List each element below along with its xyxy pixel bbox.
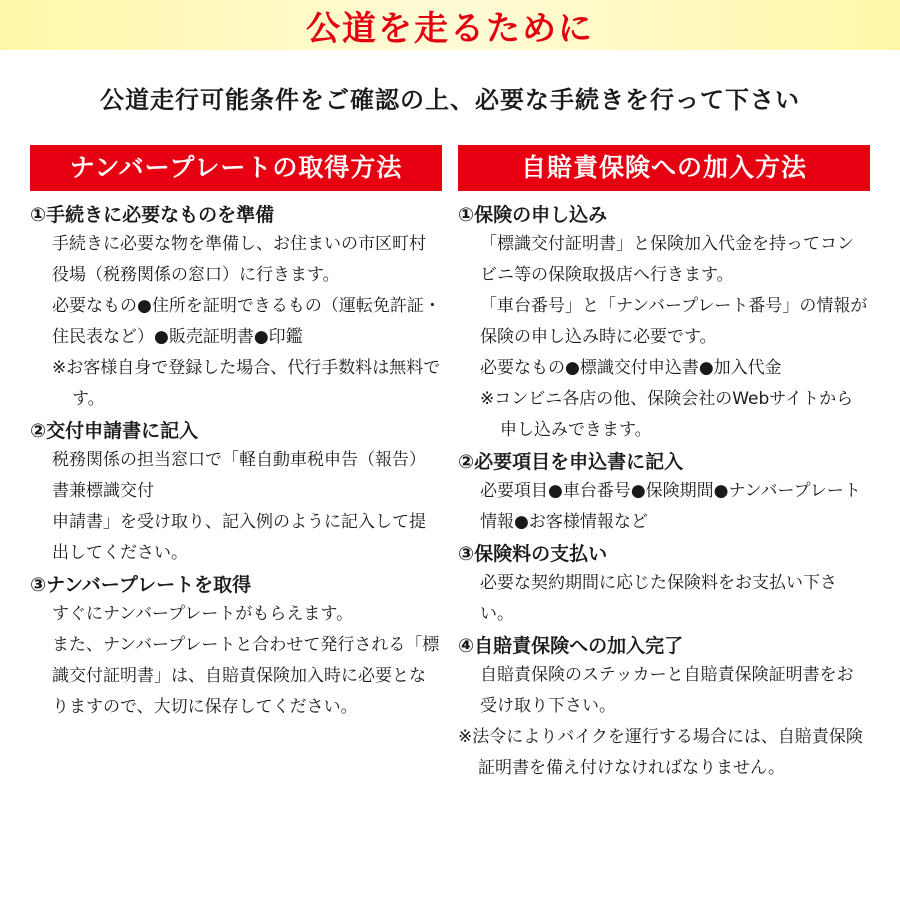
right-step-1-note: ※コンビニ各店の他、保険会社のWebサイトから申し込みできます。 xyxy=(480,389,854,440)
left-step-3-title: ③ナンバープレートを取得 xyxy=(30,574,252,596)
right-step-4-text: 自賠責保険のステッカーと自賠責保険証明書をお受け取り下さい。 xyxy=(480,665,854,716)
right-step-1-required-items: 必要なもの●標識交付申込書●加入代金 xyxy=(480,358,782,378)
right-step-2-title: ②必要項目を申込書に記入 xyxy=(458,451,684,473)
page-subtitle: 公道走行可能条件をご確認の上、必要な手続きを行って下さい xyxy=(100,86,800,114)
right-step-4-title: ④自賠責保険への加入完了 xyxy=(458,635,684,657)
left-step-2-title: ②交付申請書に記入 xyxy=(30,420,199,442)
left-step-3-text-b: また、ナンバープレートと合わせて発行される「標識交付証明書」は、自賠責保険加入時に必要となりますので、大切に保存してください。 xyxy=(52,635,440,717)
right-step-3-text: 必要な契約期間に応じた保険料をお支払い下さい。 xyxy=(480,573,837,624)
insurance-header: 自賠責保険への加入方法 xyxy=(458,145,870,191)
right-step-1-title: ①保険の申し込み xyxy=(458,204,608,226)
right-step-2-text: 必要項目●車台番号●保険期間●ナンバープレート情報●お客様情報など xyxy=(480,481,861,532)
right-step-1-text-b: 「車台番号」と「ナンバープレート番号」の情報が保険の申し込み時に必要です。 xyxy=(480,296,868,347)
right-step-1-text-a: 「標識交付証明書」と保険加入代金を持ってコンビニ等の保険取扱店へ行きます。 xyxy=(480,234,854,285)
left-step-2-text-b: 申請書」を受け取り、記入例のように記入して提出してください。 xyxy=(52,512,426,563)
right-footnote: ※法令によりバイクを運行する場合には、自賠責保険証明書を備え付けなければなりません。 xyxy=(458,727,863,778)
left-step-1-text: 手続きに必要な物を準備し、お住まいの市区町村役場（税務関係の窓口）に行きます。 xyxy=(52,234,426,285)
license-plate-header: ナンバープレートの取得方法 xyxy=(30,145,442,191)
left-step-1-required-items: 必要なもの●住所を証明できるもの（運転免許証・住民表など）●販売証明書●印鑑 xyxy=(52,296,441,347)
title-banner xyxy=(0,0,900,50)
left-step-2-text-a: 税務関係の担当窓口で「軽自動車税申告（報告）書兼標識交付 xyxy=(52,450,426,501)
left-step-1-note: ※お客様自身で登録した場合、代行手数料は無料です。 xyxy=(52,358,441,409)
right-step-3-title: ③保険料の支払い xyxy=(458,543,608,565)
license-plate-section xyxy=(30,145,442,723)
insurance-section xyxy=(458,145,870,784)
left-step-3-text-a: すぐにナンバープレートがもらえます。 xyxy=(52,604,354,624)
left-step-1-title: ①手続きに必要なものを準備 xyxy=(30,204,275,226)
page-title: 公道を走るために xyxy=(306,8,594,49)
